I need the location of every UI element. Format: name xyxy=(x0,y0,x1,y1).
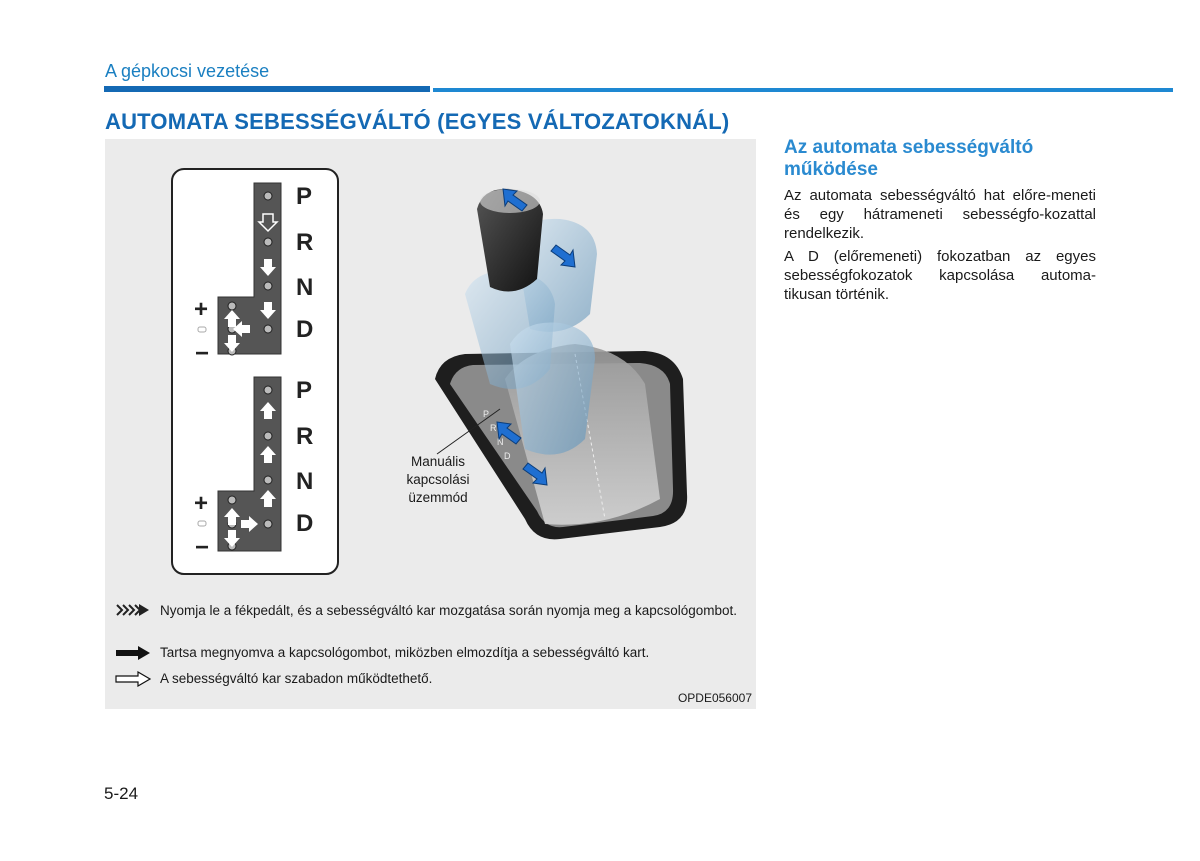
figure-code: OPDE056007 xyxy=(677,691,752,705)
legend-text: A sebességváltó kar szabadon működtethető. xyxy=(160,671,433,686)
gate-letter-r: R xyxy=(296,423,314,450)
side-paragraph: A D (előremeneti) fokozatban az egyes sebességfokozatok kapcsolása automa-tikusan történik. xyxy=(784,248,1096,303)
minus-sign: − xyxy=(195,340,210,367)
plus-sign: + xyxy=(194,296,209,323)
gate-letter-p: P xyxy=(296,377,313,404)
legend-text: Nyomja le a fékpedált, és a sebességváltó kar mozgatása során nyomja meg a kapcsológombot. xyxy=(160,603,738,618)
console-letter-n: N xyxy=(497,437,504,447)
page-number: 5-24 xyxy=(104,784,139,803)
gate-letter-n: N xyxy=(296,274,314,301)
gate-letter-n: N xyxy=(296,468,314,495)
shift-lever-figure xyxy=(105,139,756,709)
page-title: AUTOMATA SEBESSÉGVÁLTÓ (EGYES VÁLTOZATOKNÁL) xyxy=(105,109,730,134)
hatched-arrow-icon xyxy=(115,603,151,617)
gate-letter-r: R xyxy=(296,229,314,256)
manual-mode-label: Manuális kapcsolási üzemmód xyxy=(406,454,470,505)
solid-arrow-icon xyxy=(115,645,151,661)
header-rule-left xyxy=(104,86,430,92)
outline-arrow-icon xyxy=(115,671,151,687)
side-heading: Az automata sebességváltó működése xyxy=(784,137,1034,180)
legend-text: Tartsa megnyomva a kapcsológombot, miközben elmozdítja a sebességváltó kart. xyxy=(160,645,650,660)
section-title: A gépkocsi vezetése xyxy=(105,61,270,81)
gate-letter-d: D xyxy=(296,510,314,537)
gate-letter-d: D xyxy=(296,316,314,343)
console-letter-d: D xyxy=(504,451,511,461)
shift-pattern-illustration xyxy=(105,139,756,609)
minus-sign: − xyxy=(195,534,210,561)
console-letter-p: P xyxy=(483,409,490,419)
header-rule-right xyxy=(433,88,1173,92)
gate-letter-p: P xyxy=(296,183,313,210)
console-letter-r: R xyxy=(490,423,497,433)
plus-sign: + xyxy=(194,490,209,517)
side-paragraph: Az automata sebességváltó hat előre-meneti és egy hátrameneti sebességfo-kozattal rendelkezik. xyxy=(784,187,1096,242)
